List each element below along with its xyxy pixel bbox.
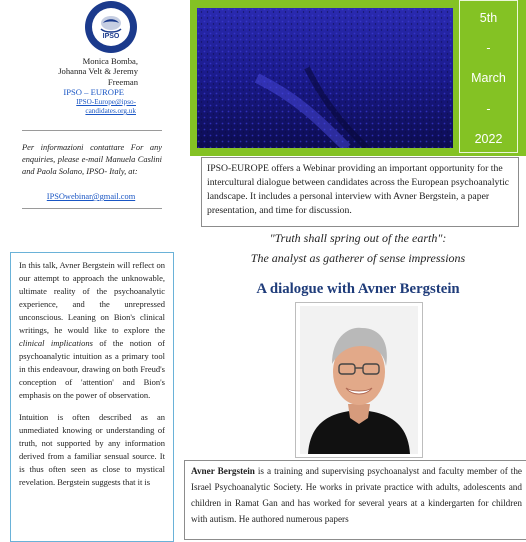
abstract-emphasis: clinical implications	[19, 338, 93, 348]
date-year: 2022	[474, 132, 503, 146]
date-day: 5th	[479, 11, 498, 25]
bio-text: is a training and supervising psychoanalyst and faculty member of the Israel Psychoanalytic Society. He works in private practice with adults, adolescents and children in Ramat Gan and has worked for several years at a kindergarten for children with autism. He authored numerous papers	[191, 466, 522, 524]
quote-line: The analyst as gatherer of sense impressions	[250, 251, 466, 265]
ipso-logo	[84, 0, 138, 54]
date-separator: -	[486, 102, 491, 116]
contact-email-link[interactable]: IPSOwebinar@gmail.com	[46, 192, 136, 201]
date-separator: -	[486, 41, 491, 55]
bio-name: Avner Bergstein	[191, 466, 255, 476]
date-month: March	[471, 71, 506, 85]
org-name: IPSO – EUROPE	[63, 87, 124, 97]
speaker-photo	[300, 306, 418, 454]
abstract-paragraph: In this talk, Avner Bergstein will reflect on our attempt to approach the unknowable, ultimate reality of the psychoanalytic experience, and the unrepressed unconscious. Leaning on Bion's clinical writings, he would like to explore the clinical implications of the notion of psychoanalytic intuition as a primary tool in this endeavour, drawing on both Freud's conception of 'attention' and Bion's emphasis on the power of observation.	[19, 260, 165, 400]
author-line: Monica Bomba,	[82, 56, 138, 66]
author-line: Johanna Velt & Jeremy	[58, 66, 138, 77]
intro-box: IPSO-EUROPE offers a Webinar providing an important opportunity for the intercultural dialogue between candidates across the European psychoanalytic landscape. It includes a personal interview with Avner Bergstein, a paper presentation, and time for discussion.	[201, 157, 519, 227]
contact-text: Per informazioni contattare For any enquiries, please e-mail Manuela Caslini and Paola Solano, IPSO- Italy, at:	[22, 143, 162, 176]
author-line: Freeman	[107, 76, 138, 87]
abstract-box	[10, 252, 174, 542]
bio-box	[184, 460, 526, 540]
abstract-paragraph: Intuition is often described as an unmediated knowing or understanding of truth, not supported by any information derived from a familiar sensual source. It is thus often seen as close to mystical revelation. Bergstein suggests that it is	[19, 412, 165, 487]
divider	[22, 130, 162, 131]
logo-abbr: IPSO	[102, 33, 120, 40]
quote-line: "Truth shall spring out of the earth":	[269, 231, 447, 245]
divider	[22, 208, 162, 209]
forest-path-image	[197, 8, 453, 148]
authors-block	[20, 56, 138, 87]
headline: A dialogue with Avner Bergstein	[256, 281, 460, 297]
date-box	[459, 0, 518, 153]
org-email-link[interactable]: IPSO-Europe@ipso-candidates.org.uk	[76, 98, 136, 115]
